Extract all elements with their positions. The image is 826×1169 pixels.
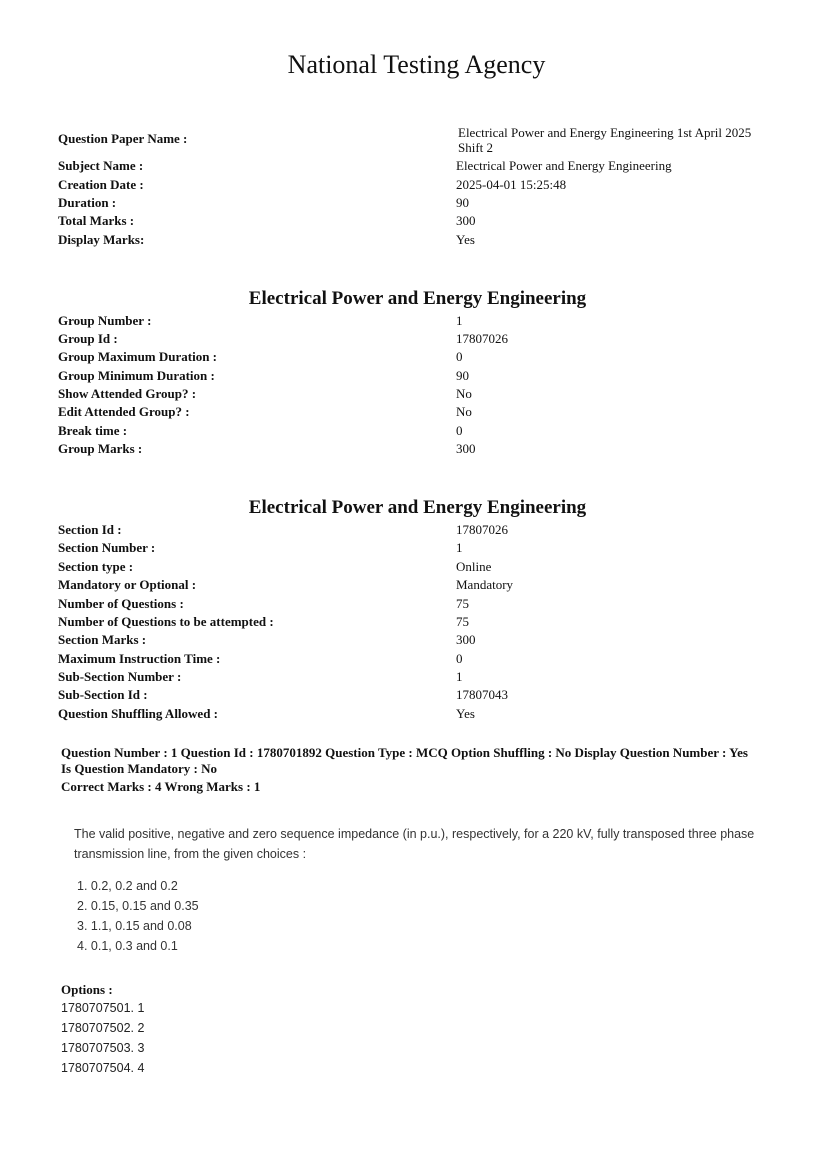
section-row [58,687,798,705]
option-item: 1780707501. 1 [61,1001,145,1015]
section-row [58,559,798,577]
paper-row [58,232,798,250]
section-row [58,540,798,558]
paper-row [58,213,798,231]
question-mandatory-line: Is Question Mandatory : No [61,761,218,776]
section-row [58,614,798,632]
field-value: 75 [456,596,469,611]
field-label: Sub-Section Number : [58,669,182,684]
question-meta-line: Question Number : 1 Question Id : 1780701892 Question Type : MCQ Option Shuffling : No Display Question Number : Yes [61,745,748,760]
field-value: 90 [456,368,469,383]
option-item: 1780707503. 3 [61,1041,145,1055]
section-row [58,577,798,595]
section-row [58,651,798,669]
field-value: 2025-04-01 15:25:48 [456,177,567,192]
field-label: Duration : [58,195,117,210]
section-row [58,596,798,614]
field-label: Show Attended Group? : [58,386,197,401]
field-value: 90 [456,195,469,210]
field-value: 0 [456,651,463,666]
paper-row [58,158,798,176]
field-value: 1 [456,540,463,555]
option-item: 1780707504. 4 [61,1061,145,1075]
paper-row [58,177,798,195]
paper-name-label: Question Paper Name : [58,131,188,146]
field-value: 300 [456,441,476,456]
option-item: 1780707502. 2 [61,1021,145,1035]
question-choice: 2. 0.15, 0.15 and 0.35 [77,899,199,913]
field-label: Section Number : [58,540,156,555]
field-label: Break time : [58,423,128,438]
section-heading: Electrical Power and Energy Engineering [248,497,587,518]
field-value: 75 [456,614,469,629]
field-label: Total Marks : [58,213,135,228]
section-row [58,632,798,650]
section-row [58,706,798,724]
options-heading: Options : [61,982,113,997]
field-value: No [456,404,472,419]
field-value: Electrical Power and Energy Engineering [456,158,672,173]
field-label: Display Marks: [58,232,145,247]
field-label: Subject Name : [58,158,144,173]
field-value: 0 [456,423,463,438]
field-value: Online [456,559,492,574]
question-choice: 1. 0.2, 0.2 and 0.2 [77,879,178,893]
group-row [58,349,798,367]
field-label: Creation Date : [58,177,144,192]
field-value: 1 [456,669,463,684]
field-label: Number of Questions to be attempted : [58,614,274,629]
field-value: 300 [456,632,476,647]
field-value: Mandatory [456,577,514,592]
field-label: Maximum Instruction Time : [58,651,221,666]
field-label: Group Number : [58,313,152,328]
field-label: Edit Attended Group? : [58,404,190,419]
group-heading: Electrical Power and Energy Engineering [248,288,587,309]
field-label: Group Minimum Duration : [58,368,215,383]
field-label: Number of Questions : [58,596,184,611]
field-value: Yes [456,232,475,247]
group-row [58,441,798,459]
group-row [58,331,798,349]
question-choice: 4. 0.1, 0.3 and 0.1 [77,939,178,953]
field-label: Mandatory or Optional : [58,577,197,592]
paper-name-value: Electrical Power and Energy Engineering 1st April 2025 Shift 2 [458,125,752,155]
section-row [58,522,798,540]
group-row [58,368,798,386]
field-value: 300 [456,213,476,228]
field-value: 17807043 [456,687,508,702]
field-value: 17807026 [456,522,508,537]
field-label: Section Id : [58,522,122,537]
field-label: Sub-Section Id : [58,687,148,702]
field-label: Group Maximum Duration : [58,349,218,364]
field-label: Section Marks : [58,632,147,647]
field-value: 17807026 [456,331,508,346]
page-title: National Testing Agency [287,50,546,79]
field-label: Group Marks : [58,441,143,456]
field-value: Yes [456,706,475,721]
field-value: No [456,386,472,401]
question-marks-line: Correct Marks : 4 Wrong Marks : 1 [61,779,261,794]
field-value: 0 [456,349,463,364]
group-row [58,313,798,331]
question-meta [61,745,781,795]
paper-row [58,195,798,213]
field-label: Question Shuffling Allowed : [58,706,219,721]
group-row [58,386,798,404]
field-label: Group Id : [58,331,118,346]
group-row [58,404,798,422]
field-label: Section type : [58,559,134,574]
question-text: The valid positive, negative and zero sequence impedance (in p.u.), respectively, for a 220 kV, fully transposed three phase transmission line, from the given choices : [74,827,755,861]
group-row [58,423,798,441]
field-value: 1 [456,313,463,328]
question-choice: 3. 1.1, 0.15 and 0.08 [77,919,192,933]
section-row [58,669,798,687]
